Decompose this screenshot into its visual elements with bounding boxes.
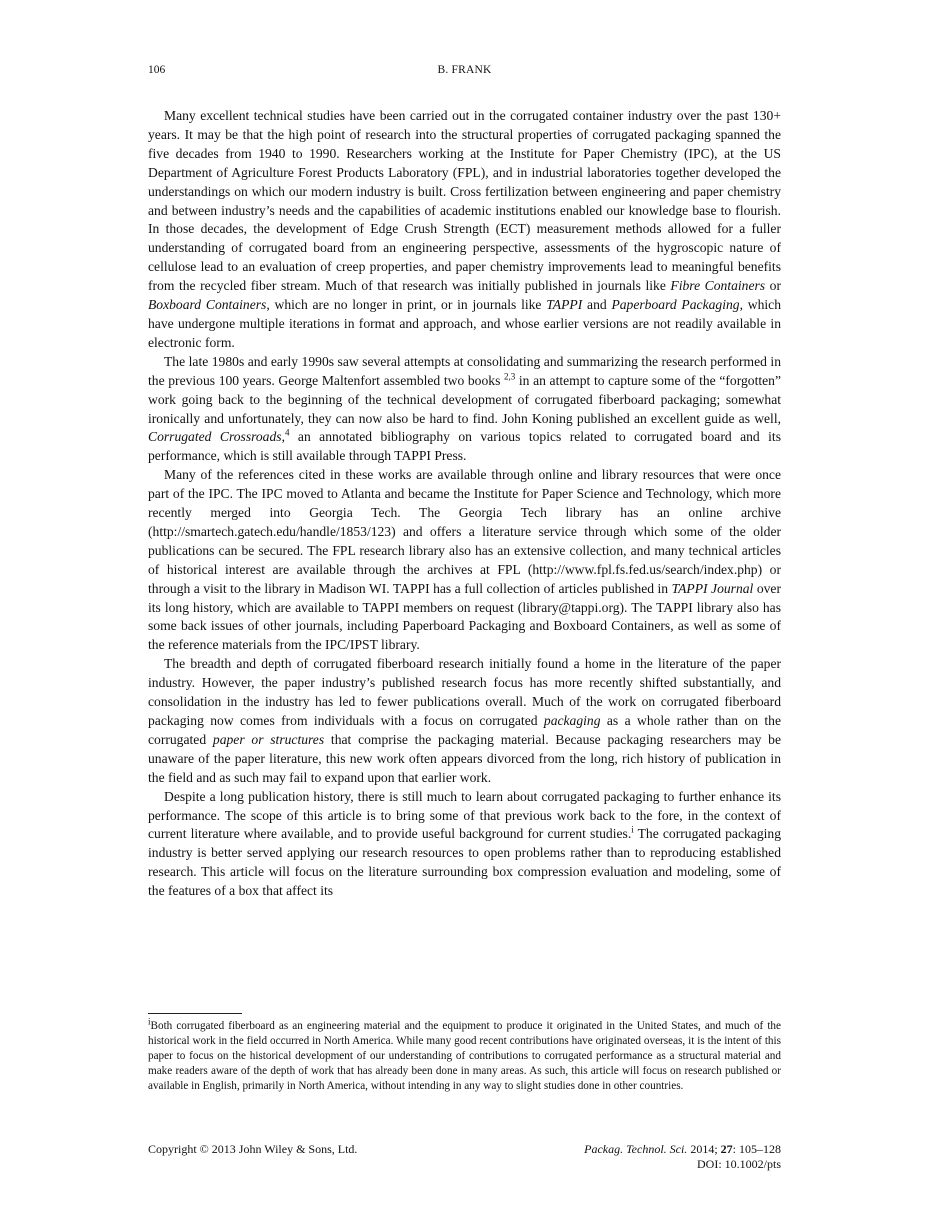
footnote-text: Both corrugated fiberboard as an engineering material and the equipment to produce it originated in the United States, and much of the historical work in the field occurred in North America. While many good recent contributions have originated overseas, it is the intent of this paper to focus on the historical development of our understanding of contributions to corrugated performance as a structural material and make readers aware of the depth of work that has already been done in many areas. As such, this article will focus on research published or available in English, primarily in North America, without intending in any way to slight studies done in other countries. [148,1020,781,1093]
doi: DOI: 10.1002/pts [697,1157,781,1171]
citation-info [584,1142,781,1172]
citation-ref: 2,3 [504,371,516,382]
paragraph-1: Many excellent technical studies have been carried out in the corrugated container industry over the past 130+ years. It may be that the high point of research into the structural properties of corrugated packaging spanned the five decades from 1940 to 1990. Researchers working at the Institute for Paper Chemistry (IPC), at the US Department of Agriculture Forest Products Laboratory (FPL), and in industrial laboratories together developed the understandings on which our modern industry is built. Cross fertilization between engineering and paper chemistry and between industry’s needs and the capabilities of academic institutions enabled our knowledge base to flourish. In those decades, the development of Edge Crush Strength (ECT) measurement methods allowed for a fuller understanding of corrugated board from an engineering perspective, assessments of the hygroscopic nature of cellulose lead to an evaluation of creep properties, and paper chemistry improvements lead to meaningful benefits from the recycled fiber stream. Much of that research was initially published in journals like Fibre Containers or Boxboard Containers, which are no longer in print, or in journals like TAPPI and Paperboard Packaging, which have undergone multiple iterations in format and approach, and whose earlier versions are not readily available in electronic form. [148,108,781,350]
journal-name: Packag. Technol. Sci. [584,1142,688,1156]
paragraph-5: Despite a long publication history, there is still much to learn about corrugated packaging to further enhance its performance. The scope of this article is to bring some of that previous work back to the fore, in the context of current literature where available, and to provide useful background for current studies.$^i$ The corrugated packaging industry is better served applying our research resources to open problems rather than to reproducing established research. This article will focus on the literature surrounding box compression evaluation and modeling, some of the features of a box that affect its [148,788,781,899]
page-number: 106 [148,64,166,76]
running-head: B. FRANK [437,64,492,76]
citation-ref: 4 [284,427,290,438]
footnote-marker: i [148,1016,151,1027]
footnote [148,1016,781,1094]
paragraph-3: Many of the references cited in these works are available through online and library resources that were once part of the IPC. The IPC moved to Atlanta and became the Institute for Paper Science and Technology, which more recently merged into Georgia Tech. The Georgia Tech library has an online archive (http://smartech.gatech.edu/handle/1853/123) and offers a literature service through which some of the older publications can be secured. The FPL research library also has an extensive collection, and many technical articles of historical interest are available through the archives at FPL (http://www.fpl.fs.fed.us/search/index.php) or through a visit to the library in Madison WI. TAPPI has a full collection of articles published in TAPPI Journal over its long history, which are available to TAPPI members on request (library@tappi.org). The TAPPI library also has some back issues of other journals, including Paperboard Packaging and Boxboard Containers, as well as some of the reference materials from the IPC/IPST library. [148,467,781,653]
footnote-divider [148,1013,242,1014]
footnote-ref: i [631,824,634,835]
article-body [148,107,781,901]
paragraph-4: The breadth and depth of corrugated fiberboard research initially found a home in the literature of the paper industry. However, the paper industry’s published research focus has more recently shifted substantially, and consolidation in the industry has led to fewer publications overall. Much of the work on corrugated fiberboard packaging now comes from individuals with a focus on corrugated packaging as a whole rather than on the corrugated paper or structures that comprise the packaging material. Because packaging researchers may be unaware of the paper literature, this new work often appears divorced from the long, rich history of publication in the field and as such may fail to expand upon that earlier work. [148,656,782,785]
volume: 27 [720,1142,733,1156]
journal-citation: Packag. Technol. Sci. 2014; 27: 105–128 [584,1142,781,1156]
copyright-notice: Copyright © 2013 John Wiley & Sons, Ltd. [148,1142,358,1156]
paragraph-2: The late 1980s and early 1990s saw several attempts at consolidating and summarizing the research performed in the previous 100 years. George Maltenfort assembled two books $^{2,3}$ in an attempt to capture some of the “forgotten” work going back to the beginning of the technical development of corrugated fiberboard packaging; somewhat ironically and unfortunately, they can now also be hard to find. John Koning published an excellent guide as well, Corrugated Crossroads,$^4$ an annotated bibliography on various topics related to corrugated board and its performance, which is still available through TAPPI Press. [148,353,781,464]
page-header [148,64,781,80]
